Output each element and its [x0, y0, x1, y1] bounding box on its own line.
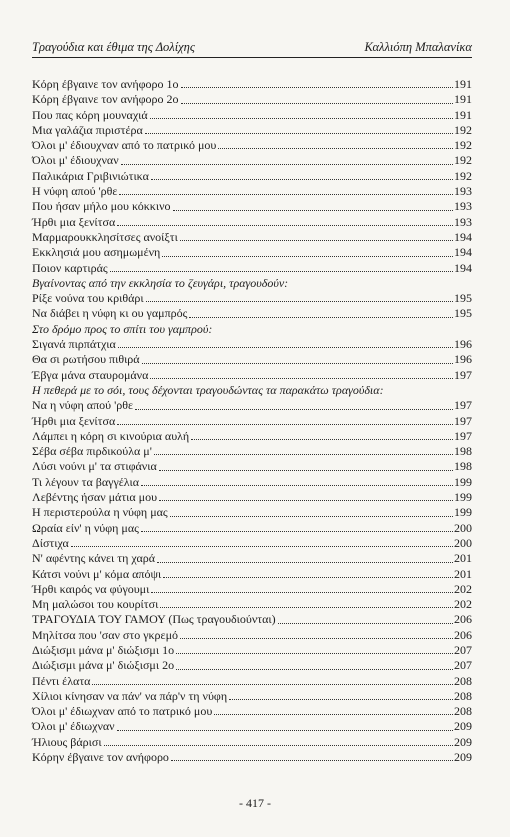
toc-entry-page: 193 [454, 184, 472, 199]
toc-entry-title: Θα σι ρωτήσου πιθιρά [32, 352, 140, 367]
toc-entry-title: Κόρη έβγαινε τον ανήφορο 1ο [32, 77, 179, 91]
dot-leader [180, 230, 453, 241]
dot-leader [117, 719, 453, 730]
toc-entry-title: Η νύφη απού 'ρθε [32, 184, 118, 199]
dot-leader [173, 199, 454, 210]
toc-entry-page: 200 [454, 535, 472, 550]
header-rule [32, 57, 472, 58]
toc-entry-title: Ήρθι καιρός να φύγουμι [32, 581, 150, 596]
toc-entry-title: Μαρμαρουκκλησίτσες ανοίξτι [32, 229, 178, 244]
toc-entry-title: ΤΡΑΓΟΥΔΙΑ ΤΟΥ ΓΑΜΟΥ (Πως τραγουδιούνται) [32, 612, 276, 627]
toc-entry [32, 505, 472, 520]
toc-entry [32, 199, 472, 214]
toc-entry-title: Να η νύφη απού 'ρθε [32, 398, 134, 413]
toc-entry-page: 199 [454, 505, 472, 520]
toc-entry [32, 612, 472, 627]
toc-entry-title: Κόρη έβγαινε τον ανήφορο 2ο [32, 92, 179, 107]
toc-entry [32, 123, 472, 138]
toc-entry [32, 230, 472, 245]
toc-entry [32, 352, 472, 367]
dot-leader [141, 475, 453, 486]
dot-leader [104, 735, 453, 746]
toc-entry-page: 201 [454, 566, 472, 581]
toc-entry [32, 337, 472, 352]
toc-entry-page: 192 [454, 153, 472, 168]
dot-leader [154, 444, 453, 455]
toc-entry-title: Ν' αφέντης κάνει τη χαρά [32, 551, 155, 566]
toc-entry [32, 92, 472, 107]
toc-entry-page: 197 [454, 367, 472, 382]
toc-entry [32, 704, 472, 719]
toc-entry-title: Μηλίτσα που 'σαν στο γκρεμό [32, 627, 179, 642]
toc-entry [32, 368, 472, 383]
toc-entry [32, 674, 472, 689]
toc-section-heading [32, 322, 472, 337]
toc-entry-page: 191 [454, 107, 472, 122]
toc-entry-page: 194 [454, 245, 472, 260]
dot-leader [159, 459, 453, 470]
toc-entry [32, 245, 472, 260]
toc-entry-page: 199 [454, 474, 472, 489]
toc-entry-page: 197 [454, 413, 472, 428]
dot-leader [146, 291, 453, 302]
toc-entry-page: 193 [454, 214, 472, 229]
toc-entry-page: 195 [454, 306, 472, 321]
toc-entry-page: 207 [454, 658, 472, 673]
dot-leader [181, 77, 453, 88]
dot-leader [117, 215, 453, 226]
toc-entry [32, 444, 472, 459]
toc-entry-title: Η περιστερούλα η νύφη μας [32, 505, 168, 520]
toc-entry-title: Να διάβει η νύφη κι ου γαμπρός [32, 306, 188, 321]
toc-entry-title: Που ήσαν μήλο μου κόκκινο [32, 199, 171, 214]
toc-entry [32, 153, 472, 168]
dot-leader [214, 704, 453, 715]
toc-entry-page: 209 [454, 719, 472, 734]
dot-leader [71, 536, 453, 547]
book-title: Τραγούδια και έθιμα της Δολίχης [32, 40, 195, 54]
dot-leader [142, 352, 453, 363]
toc-entry-page: 192 [454, 168, 472, 183]
toc-entry-title: Δίστιχα [32, 535, 69, 550]
dot-leader [229, 689, 453, 700]
toc-entry-title: Σιγανά πιρπάτχια [32, 337, 116, 352]
dot-leader [118, 337, 453, 348]
dot-leader [160, 597, 453, 608]
toc-entry-page: 193 [454, 199, 472, 214]
author-name: Καλλιόπη Μπαλανίκα [364, 40, 472, 54]
dot-leader [135, 398, 453, 409]
dot-leader [151, 582, 453, 593]
toc-entry [32, 108, 472, 123]
toc-entry [32, 490, 472, 505]
dot-leader [92, 674, 453, 685]
toc-entry-page: 202 [454, 597, 472, 612]
dot-leader [150, 368, 453, 379]
toc-entry [32, 414, 472, 429]
toc-entry [32, 398, 472, 413]
toc-entry-title: Κάτσι νούνι μ' κόμα απόψι [32, 566, 162, 581]
toc-entry-title: Ωραία είν' η νύφη μας [32, 520, 139, 535]
toc-entry-page: 208 [454, 688, 472, 703]
toc-entry-page: 208 [454, 673, 472, 688]
toc-entry-title: Διώξισμι μάνα μ' διώξισμι 2ο [32, 658, 175, 673]
toc-entry-title: Ποιον καρτιράς [32, 260, 108, 275]
toc-entry-title: Λεβέντης ήσαν μάτια μου [32, 490, 158, 505]
table-of-contents [32, 77, 472, 765]
toc-entry-page: 196 [454, 352, 472, 367]
toc-entry-title: Τι λέγουν τα βαγγέλια [32, 474, 139, 489]
toc-entry-page: 192 [454, 138, 472, 153]
dot-leader [119, 184, 453, 195]
dot-leader [151, 169, 453, 180]
toc-entry-page: 206 [454, 612, 472, 627]
toc-entry-title: Ήλιους βάρισι [32, 734, 102, 749]
toc-entry-title: Λύσι νούνι μ' τα στιφάνια [32, 459, 157, 474]
toc-entry [32, 138, 472, 153]
toc-entry-title: Όλοι μ' έδιουχναν από το πατρικό μου [32, 138, 217, 153]
toc-entry-title: Όλοι μ' έδιωχναν [32, 719, 115, 734]
toc-entry-page: 202 [454, 581, 472, 596]
toc-entry-page: 209 [454, 750, 472, 765]
toc-entry [32, 459, 472, 474]
toc-entry [32, 658, 472, 673]
dot-leader [117, 414, 453, 425]
dot-leader [141, 521, 453, 532]
toc-entry-title: Έβγα μάνα σταυρομάνα [32, 367, 149, 382]
dot-leader [176, 658, 453, 669]
toc-entry [32, 567, 472, 582]
toc-entry [32, 551, 472, 566]
toc-entry-page: 198 [454, 444, 472, 459]
dot-leader [150, 108, 453, 119]
dot-leader [176, 643, 453, 654]
toc-entry-page: 195 [454, 291, 472, 306]
dot-leader [121, 153, 453, 164]
toc-entry-title: Λάμπει η κόρη σι κινούρια αυλή [32, 428, 190, 443]
toc-entry-page: 200 [454, 520, 472, 535]
toc-entry-title: Όλοι μ' έδιουχναν [32, 153, 119, 168]
toc-entry [32, 77, 472, 92]
toc-entry-page: 209 [454, 734, 472, 749]
dot-leader [181, 92, 453, 103]
toc-entry-page: 207 [454, 642, 472, 657]
dot-leader [189, 306, 453, 317]
toc-entry-page: 208 [454, 704, 472, 719]
toc-entry-page: 191 [454, 92, 472, 107]
toc-entry-title: Κόρην έβγαινε τον ανήφορο [32, 750, 169, 765]
dot-leader [278, 612, 453, 623]
toc-entry-page: 197 [454, 398, 472, 413]
toc-entry-page: 198 [454, 459, 472, 474]
dot-leader [163, 567, 453, 578]
toc-entry-title: Μη μαλώσοι του κουρίτσι [32, 597, 159, 612]
toc-entry [32, 582, 472, 597]
toc-section-heading [32, 383, 472, 398]
dot-leader [191, 429, 453, 440]
toc-entry-title: Ήρθι μια ξενίτσα [32, 214, 116, 229]
toc-entry-title: Παλικάρια Γριβινιώτικα [32, 168, 149, 183]
toc-entry-title: Βγαίνοντας από την εκκλησία το ζευγάρι, τραγουδούν: [32, 275, 289, 290]
toc-entry-page: 206 [454, 627, 472, 642]
toc-entry-page: 201 [454, 551, 472, 566]
dot-leader [145, 123, 453, 134]
toc-entry-title: Εκκλησιά μου ασημωμένη [32, 245, 161, 260]
toc-entry-page: 191 [454, 77, 472, 91]
toc-entry-title: Όλοι μ' έδιωχναν από το πατρικό μου [32, 704, 213, 719]
toc-entry-title: Διώξισμι μάνα μ' διώξισμι 1ο [32, 642, 175, 657]
dot-leader [110, 261, 453, 272]
toc-entry [32, 475, 472, 490]
toc-entry [32, 306, 472, 321]
toc-entry-page: 192 [454, 122, 472, 137]
dot-leader [162, 245, 453, 256]
toc-entry [32, 597, 472, 612]
toc-entry-title: Χίλιοι κίνησαν να πάν' να πάρ'ν τη νύφη [32, 688, 228, 703]
dot-leader [157, 551, 453, 562]
toc-entry [32, 521, 472, 536]
toc-entry-page: 194 [454, 260, 472, 275]
dot-leader [159, 490, 453, 501]
toc-entry [32, 628, 472, 643]
toc-entry-title: Πέντι έλατα [32, 673, 91, 688]
toc-entry [32, 643, 472, 658]
toc-entry [32, 719, 472, 734]
toc-entry-page: 199 [454, 490, 472, 505]
toc-entry [32, 429, 472, 444]
running-header [32, 40, 472, 54]
dot-leader [218, 138, 453, 149]
toc-entry-title: Που πας κόρη μουναχιά [32, 107, 148, 122]
toc-section-heading [32, 276, 472, 291]
toc-entry [32, 536, 472, 551]
toc-entry [32, 169, 472, 184]
toc-entry [32, 750, 472, 765]
toc-entry-page: 197 [454, 428, 472, 443]
dot-leader [170, 505, 453, 516]
toc-entry [32, 261, 472, 276]
toc-entry-title: Στο δρόμο προς το σπίτι του γαμπρού: [32, 321, 213, 336]
dot-leader [180, 628, 453, 639]
toc-entry-title: Σέβα σέβα πιρδικούλα μ' [32, 444, 152, 459]
toc-entry [32, 291, 472, 306]
toc-entry-title: Η πεθερά με το σόι, τους δέχονται τραγουδώντας τα παρακάτω τραγούδια: [32, 382, 384, 397]
toc-entry-title: Ήρθι μια ξενίτσα [32, 413, 116, 428]
toc-entry-page: 194 [454, 229, 472, 244]
toc-entry-title: Μια γαλάζια πιριστέρα [32, 122, 143, 137]
toc-entry-page: 196 [454, 337, 472, 352]
toc-entry [32, 215, 472, 230]
toc-entry [32, 735, 472, 750]
dot-leader [171, 750, 453, 761]
toc-entry [32, 689, 472, 704]
toc-entry-title: Ρίξε νούνα του κριθάρι [32, 291, 144, 306]
toc-entry [32, 184, 472, 199]
page-number: - 417 - [239, 796, 271, 810]
